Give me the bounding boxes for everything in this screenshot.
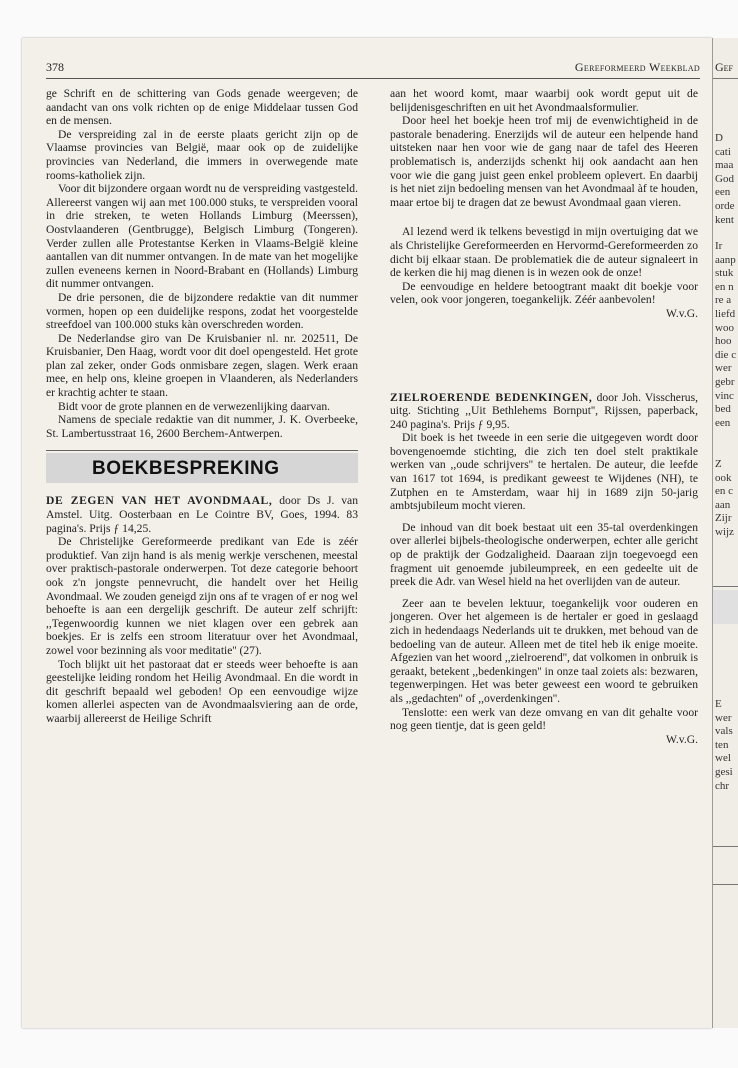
review-details: door Joh. Visscherus, uitg. Stichting ,,Uit Bethlehems Bornput'', Rijssen, paperback, 240 pagina's. Prijs ƒ 9,95. xyxy=(390,390,699,431)
paragraph: De drie personen, die de bijzondere redaktie van dit nummer vormen, hopen op een duidelijke respons, zodat het voorgestelde streefdoel van 100.000 stuks kàn overschreden worden. xyxy=(46,290,358,332)
spacer xyxy=(390,209,698,225)
paragraph: De inhoud van dit boek bestaat uit een 35-tal overdenkingen over allerlei bijbels-theologische onderwerpen, echter alle gericht op de praktijk der Godzaligheid. Daaraan zijn toegevoegd een fragment uit genoemde jubileumpreek, en een gedeelte uit de preek die Adr. van Wesel hield na het overlijden van de auteur. xyxy=(390,520,698,589)
fragment: re a xyxy=(715,294,732,307)
signature: W.v.G. xyxy=(666,732,698,746)
paragraph: De eenvoudige en heldere betoogtrant maakt dit boekje voor velen, ook voor jongeren, toegankelijk. Zéér aanbevolen! xyxy=(390,279,698,307)
next-page-fragments-d xyxy=(715,698,733,793)
paragraph: Bidt voor de grote plannen en de verwezenlijking daarvan. xyxy=(58,399,331,413)
fragment: woo xyxy=(715,321,734,334)
fragment: wer xyxy=(715,362,732,375)
running-head: Gereformeerd Weekblad xyxy=(574,60,700,74)
fragment: ten xyxy=(715,738,729,751)
fragment: D xyxy=(715,132,723,144)
next-page-rule xyxy=(713,884,738,885)
review-title: DE ZEGEN VAN HET AVONDMAAL, xyxy=(46,494,273,508)
next-page-header-rule xyxy=(713,78,738,79)
spacer xyxy=(390,589,698,597)
section-header xyxy=(46,450,358,486)
paragraph: Door heel het boekje heen trof mij de evenwichtigheid in de pastorale benadering. Enerzijds wil de auteur een helpende hand uitsteken naar hen voor wie de gang naar de tafel des Heeren problematisch is, anderzijds schenkt hij ook aandacht aan hen voor wie die gang juist geen enkel probleem oplevert. En daarbij is het niet zijn bedoeling mensen van het Avondmaal àf te houden, maar ertoe bij te dragen dat ze bewust Avondmaal gaan vieren. xyxy=(390,114,698,209)
fragment: Z xyxy=(715,458,722,470)
fragment: wijz xyxy=(715,525,734,538)
section-rule xyxy=(46,450,358,451)
fragment: chr xyxy=(715,779,730,792)
next-page-running-head: Gef xyxy=(715,60,734,74)
fragment: liefd xyxy=(715,307,736,320)
review-title: ZIELROERENDE BEDENKINGEN, xyxy=(390,390,593,404)
paragraph: Dit boek is het tweede in een serie die uitgegeven wordt door bovengenoemde stichting, die zich ten doel stelt praktikale werken van ,,oude schrijvers'' te hertalen. De auteur, die leefde van 1617 tot 1694, is predikant geweest te Wijdenes (NH), te Zutphen en te Amsterdam, waar hij in 1689 zijn 50-jarig ambtsjubileum mocht vieren. xyxy=(390,431,698,513)
next-page-section-box xyxy=(713,590,738,624)
paragraph: aan het woord komt, maar waarbij ook wordt geput uit de belijdenisgeschriften en uit het Avondmaalsformulier. xyxy=(390,87,698,114)
page-number: 378 xyxy=(46,60,64,74)
signature: W.v.G. xyxy=(666,306,698,320)
fragment: vinc xyxy=(715,389,734,402)
next-page-strip xyxy=(712,38,738,1028)
next-page-fragments-a xyxy=(715,132,735,227)
fragment: ook xyxy=(715,471,732,484)
spacer xyxy=(390,513,698,521)
review-heading xyxy=(390,391,698,432)
fragment: cati xyxy=(715,145,731,158)
paragraph: De Nederlandse giro van De Kruisbanier nl. nr. 202511, De Kruisbanier, Den Haag, wordt voor dit doel opengesteld. Het grote plan zal zeker, onder Gods onmisbare zegen, slagen. Werk eraan mee, en help ons, kleine groepen in Vlaanderen, als Nederlanders er krachtig achter te staan. xyxy=(46,331,358,400)
fragment: orde xyxy=(715,199,735,212)
next-page-fragments-c xyxy=(715,458,734,540)
paragraph: Zeer aan te bevelen lektuur, toegankelijk voor ouderen en jongeren. Over het algemeen is de hertaler er goed in geslaagd zich in hedendaags Nederlands uit te drukken, met behoud van de bedoeling van de auteur. Alleen met de titel heb ik enige moeite. Afgezien van het woord ,,zielroerend'', dat volkomen in onbruik is geraakt, betekent ,,bedenkingen'' in onze taal zoiets als: bezwaren, tegenwerpingen. Het was beter geweest een woord te gebruiken als ,,gedachten'' of ,,overdenkingen''. xyxy=(390,596,698,705)
fragment: aan xyxy=(715,498,731,511)
fragment: wel xyxy=(715,752,731,765)
fragment: God xyxy=(715,172,734,185)
fragment: een xyxy=(715,186,731,199)
review-heading xyxy=(46,494,358,535)
fragment: gesi xyxy=(715,765,733,778)
left-column xyxy=(46,87,358,726)
review-details: door Ds J. van Amstel. Uitg. Oosterbaan en Le Cointre BV, Goes, 1994. 83 pagina's. Prijs ƒ 14,25. xyxy=(46,494,359,535)
next-page-rule xyxy=(713,846,738,847)
paragraph: Namens de speciale redaktie van dit nummer, J. K. Overbeeke, St. Lambertusstraat 16, 2600 Berchem-Antwerpen. xyxy=(46,413,358,440)
paragraph: Tenslotte: een werk van deze omvang en van dit gehalte voor nog geen tientje, dat is geen geld! xyxy=(390,705,698,733)
right-column xyxy=(390,87,698,746)
paragraph: De verspreiding zal in de eerste plaats gericht zijn op de Vlaamse provincies van België, maar ook op de zuidelijke provincies van Nederland, die immers in overwegende mate rooms-katholiek zijn. xyxy=(46,127,358,182)
paragraph: Al lezend werd ik telkens bevestigd in mijn overtuiging dat we als Christelijke Gereformeerden en Hervormd-Gereformeerden zo dicht bij elkaar staan. De problematiek die de auteur signaleert in de kerken die hij mag dienen is in wezen ook de onze! xyxy=(390,225,698,280)
fragment: gebr xyxy=(715,375,735,388)
next-page-rule xyxy=(713,586,738,587)
fragment: vals xyxy=(715,725,733,738)
fragment: bed xyxy=(715,403,731,416)
fragment: wer xyxy=(715,711,732,724)
section-title: BOEKBESPREKING xyxy=(46,453,358,483)
header-rule xyxy=(46,78,700,79)
paragraph: De Christelijke Gereformeerde predikant van Ede is zéér produktief. Van zijn hand is als menig werkje verschenen, meestal over praktisch-pastorale onderwerpen. Tot deze categorie behoort ook z'n jongste pennevrucht, die handelt over het Heilig Avondmaal. We zouden geneigd zijn ons af te vragen of er nog wel behoefte is aan een dergelijk geschrift. De auteur zelf schrijft: ,,Tegenwoordig kunnen we niet klagen over een gebrek aan boekjes. Er is zelfs een stroom literatuur over het Avondmaal, zowel voor bezinning als voor meditatie'' (27). xyxy=(46,535,358,657)
next-page-fragments-b xyxy=(715,240,736,430)
fragment: maa xyxy=(715,159,734,172)
fragment: en c xyxy=(715,485,734,498)
fragment: die c xyxy=(715,348,737,361)
fragment: Zijr xyxy=(715,512,732,525)
fragment: E xyxy=(715,698,722,710)
paragraph: ge Schrift en de schittering van Gods genade weergeven; de aandacht van ons volk richten op de enige Middelaar tussen God en de mensen. xyxy=(46,87,358,128)
fragment: stuk xyxy=(715,267,734,280)
fragment: Ir xyxy=(715,240,723,252)
paragraph: Voor dit bijzondere orgaan wordt nu de verspreiding vastgesteld. Allereerst vangen wij aan met 100.000 stuks, te verspreiden vooral in drie streken, te weten Hollands Limburg (Meerssen), Oostvlaanderen (Gentbrugge), Belgisch Limburg (Tongeren). Verder zullen alle Protestantse Kerken in Vlaams-België kleine aantallen van dit nummer ontvangen. In de mate van het mogelijke zullen eveneens kernen in Noord-Brabant en (Hollands) Limburg dit nummer ontvangen. xyxy=(46,182,358,291)
fragment: aanp xyxy=(715,253,736,266)
spacer xyxy=(390,321,698,391)
paragraph: Toch blijkt uit het pastoraat dat er steeds weer behoefte is aan geestelijke leiding rondom het Heilig Avondmaal. En die wordt in dit geschrift bepaald wel geboden! Op een eenvoudige wijze komen allerlei aspecten van de Avondmaalsviering aan de orde, waarbij allereerst de Heilige Schrift xyxy=(46,657,358,725)
fragment: een xyxy=(715,416,731,429)
fragment: en n xyxy=(715,280,734,293)
fragment: hoo xyxy=(715,335,732,348)
fragment: kent xyxy=(715,213,734,226)
